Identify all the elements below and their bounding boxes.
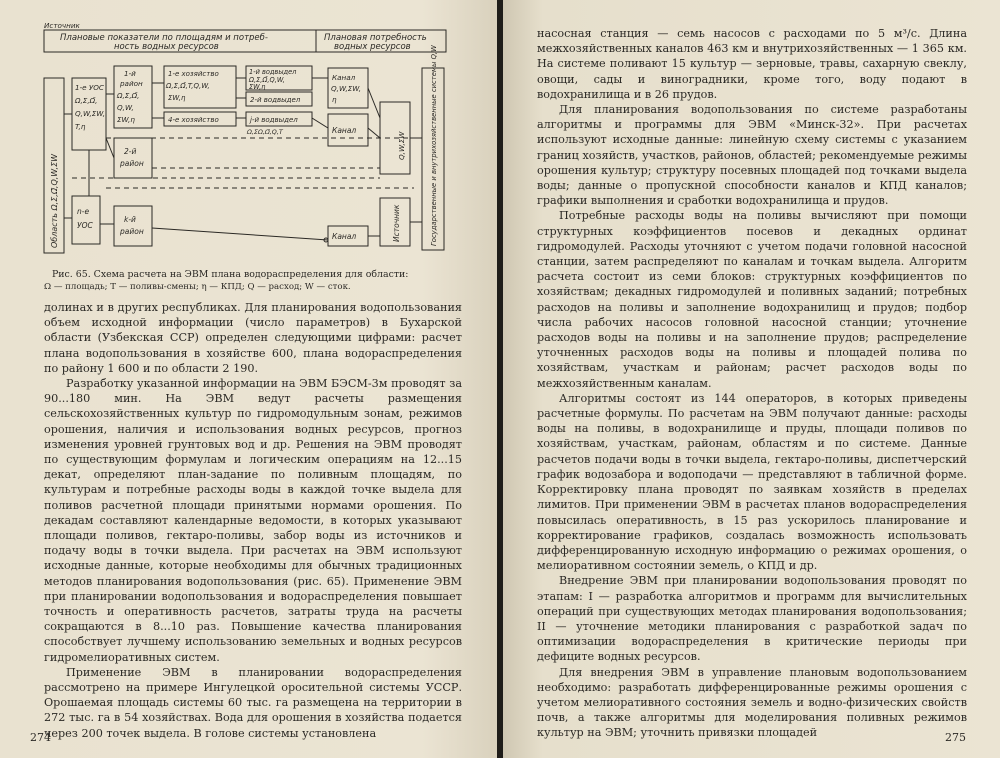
flowchart <box>44 21 446 258</box>
vydelj-label: j-й водвыдел <box>250 116 298 124</box>
page-number-left: 274 <box>30 731 51 744</box>
rayon1-label: 1-й район Ω,Σ,Ω̄, Q,W, ΣW,η <box>117 69 143 124</box>
right-body-text <box>537 26 967 741</box>
header-left-text: Плановые показатели по площадям и потреб- <box>60 33 268 43</box>
right-page <box>503 0 1000 758</box>
rayonk-box <box>114 206 152 246</box>
ruos2-box <box>72 196 100 244</box>
paragraph: Потребные расходы воды на поливы вычисляют при помощи структурных коэффициентов посевов и декадных ординат гидромодулей. Расходы уточняют с учетом подачи головной насосной станции, затем распределяют по каналам и точкам выдела. Алгоритм расчета состоит из семи блоков: структурных коэффициентов по хозяйствам; декадных гидромодулей и поливных заданий; потребных расходов на поливы и заполнение водохранилищ и прудов; подбор числа рабочих насосов головной насосной станции; уточнение расходов воды на поливы и на заполнение прудов; распределение уточненных расходов воды на поливы и площадей полива по хозяйствам, участкам и районам; расчет расходов воды по межхозяйственным каналам. <box>537 209 967 390</box>
kanal2-label: Канал <box>332 126 357 135</box>
rayon2-label: 2-й район <box>120 147 144 168</box>
hoz4-label: 4-е хозяйство <box>168 116 219 124</box>
header-right-text: Плановая потребность <box>324 33 427 43</box>
paragraph: Внедрение ЭВМ при планировании водопользования проводят по этапам: I — разработка алгоритмов и программ для вычислительных операций при существующих методах планирования водопользования; II — уточнение методики планирования с разработкой задач по оптимизации водораспределения в критические периоды при дефиците водных ресурсов. <box>537 574 967 664</box>
paragraph: Для планирования водопользования по системе разработаны алгоритмы и программы для ЭВМ «Минск-32». При расчетах используют исходные данные: линейную схему системы с указанием границ хозяйств, участков, районов, областей; рекомендуемые режимы орошения культур; структуру посевных площадей под точками выдела воды; данные о пропускной способности каналов и КПД каналов; графики выполнения и сработки водохранилища и прудов. <box>537 103 967 208</box>
ruos1-label: 1-е УОС Ω,Σ,Ω̄, Q,W,ΣW, T,η <box>75 83 106 131</box>
paragraph: Разработку указанной информации на ЭВМ БЭСМ-3м проводят за 90...180 мин. На ЭВМ ведут расчеты размещения сельскохозяйственных культур по гидромодульным зонам, режимов орошения, наличия и использования водных ресурсов, прогноз изменения уровней грунтовых вод и др. Решения на ЭВМ проводят по существующим формулам и логическим операциям на 12...15 декат, определяют план-задание по поливным площадям, по культурам и потребные расходы воды в каждой точке выдела для поливов расчетной площади принятыми нормами орошения. По декадам составляют календарные ведомости, в которых указывают площади поливов, гектаро-поливы, забор воды из источников и подачу воды в точки выдела. При расчетах на ЭВМ используют исходные данные, которые необходимы для обычных традиционных методов планирования водопользования (рис. 65). Применение ЭВМ при планировании водопользования и водораспределения повышает точность и оперативность расчетов, затраты труда на расчеты сокращаются в 8...10 раз. Повышение качества планирования способствует лучшему использованию земельных и водных ресурсов гидромелиоративных систем. <box>44 377 462 664</box>
caption-title: Рис. 65. Схема расчета на ЭВМ плана водораспределения для области: <box>52 269 409 280</box>
kanal3-label: Канал <box>332 232 357 241</box>
header-right-text-2: водных ресурсов <box>334 42 411 52</box>
rayonk-label: k-й район <box>120 215 144 236</box>
left-page <box>0 0 497 758</box>
figure-65-diagram <box>44 21 446 258</box>
paragraph: насосная станция — семь насосов с расходами по 5 м³/с. Длина межхозяйственных каналов 463 км и внутрихозяйственных — 1 365 км. На системе поливают 15 культур — зерновые, травы, сахарную свеклу, овощи, сады и виноградники, кроме того, воду подают в водохранилища и в 26 прудов. <box>537 27 967 101</box>
paragraph: Алгоритмы состоят из 144 операторов, в которых приведены расчетные формулы. По расчетам на ЭВМ получают данные: расходы воды на поливы, в водохранилище и пруды, площади поливов по хозяйствам, участкам, районам, областям и по системе. Данные расчетов подачи воды в точки выдела, гектаро-поливы, диспетчерский график водозабора и водоподачи — представляют в табличной форме. Корректировку плана проводят по заявкам хозяйств в пределах лимитов. При применении ЭВМ в расчетах планов водораспределения повысилась оперативность, в 15 раз ускорилось планирование и корректирование графиков, создалась возможность использовать дифференцированную исходную информацию о режимах орошения, о мелиоративном состоянии земель, о КПД и др. <box>537 391 967 573</box>
rayon2-box <box>114 138 152 178</box>
page-number-right: 275 <box>945 731 966 744</box>
paragraph: Применение ЭВМ в планировании водораспределения рассмотрено на примере Ингулецкой оросительной системы УССР. Орошаемая площадь системы 60 тыс. га размещена на территории в 272 тыс. га в 54 хозяйствах. Вода для орошения в хозяйства подается через 200 точек выдела. В голове системы установлена <box>44 665 462 740</box>
istochnik1-label: Источник <box>44 21 80 30</box>
hoz1-label: 1-е хозяйство Ω,Σ,Ω̄,T,Q,W, ΣW,η <box>166 70 219 102</box>
left-body-text <box>44 300 462 741</box>
gos-label: Государственные и внутрихозяйственные системы Q,W <box>430 45 438 246</box>
paragraph: долинах и в других республиках. Для планирования водопользования объем исходной информации (число параметров) в Бухарской области (Узбекская ССР) определен следующими цифрами: расчет плана водопользования в хозяйстве 600, плана водораспределения по району 1 600 и по области 2 190. <box>44 301 462 375</box>
figure-caption <box>44 268 446 294</box>
kanal1-label: Канал Q,W,ΣW, η <box>331 73 362 104</box>
istochnik2-label: Источник <box>392 204 401 242</box>
vydel2-label: 2-й водвыдел <box>250 96 301 104</box>
istochnik1-params: Q,W,ΣW <box>397 131 406 160</box>
paragraph: Для внедрения ЭВМ в управление плановым водопользованием необходимо: разработать дифференцированные режимы орошения с учетом мелиоративного состояния земель и водно-физических свойств почв, а также алгоритмы для моделирования поливных режимов культур на ЭВМ; уточнить привязки площадей <box>537 665 967 740</box>
vydel1-label: 1-й водвыдел Ω,Σ,Ω̄,Q,W, ΣW,η <box>249 68 297 91</box>
header-left-text-2: ность водных ресурсов <box>114 42 219 52</box>
oblast-label: Область Ω,Σ,Ω̄,Q,W,ΣW <box>50 153 59 248</box>
ruos2-label: n-е УОС <box>77 207 93 230</box>
vydel-small-label: Ω,ΣΩ,Ω̄,Q,T <box>247 128 283 136</box>
caption-legend: Ω — площадь; T — поливы-смены; η — КПД; Q — расход; W — сток. <box>44 282 351 292</box>
